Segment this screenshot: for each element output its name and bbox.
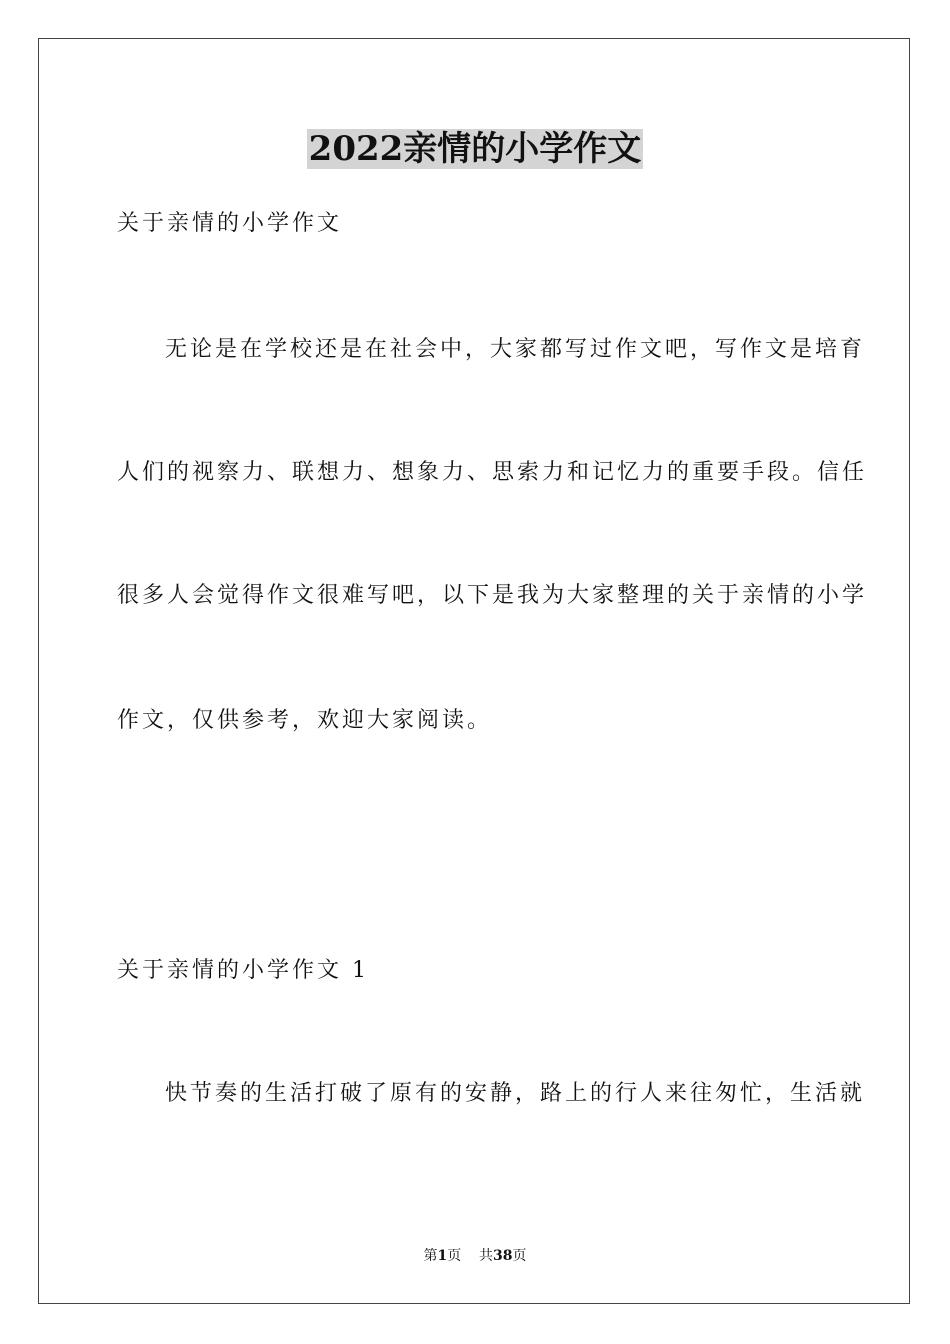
document-title-text: 2022亲情的小学作文	[308, 129, 642, 169]
footer-page-suffix: 页	[447, 1248, 462, 1264]
footer-page-number: 1	[437, 1248, 448, 1264]
document-title	[0, 126, 950, 172]
intro-line-3: 很多人会觉得作文很难写吧，以下是我为大家整理的关于亲情的小学	[117, 583, 868, 608]
document-subtitle: 关于亲情的小学作文	[117, 211, 343, 236]
section-line-1: 快节奏的生活打破了原有的安静，路上的行人来往匆忙，生活就	[165, 1081, 866, 1106]
section-heading: 关于亲情的小学作文 1	[117, 958, 369, 983]
footer-total-prefix: 共	[479, 1248, 494, 1264]
intro-line-1: 无论是在学校还是在社会中，大家都写过作文吧，写作文是培育	[165, 337, 866, 362]
footer-total-suffix: 页	[512, 1248, 527, 1264]
intro-line-2: 人们的视察力、联想力、想象力、思索力和记忆力的重要手段。信任	[117, 460, 868, 485]
page-footer	[0, 1246, 950, 1266]
intro-line-4: 作文，仅供参考，欢迎大家阅读。	[117, 708, 493, 733]
footer-total-pages: 38	[493, 1248, 513, 1264]
footer-page-prefix: 第	[423, 1248, 438, 1264]
